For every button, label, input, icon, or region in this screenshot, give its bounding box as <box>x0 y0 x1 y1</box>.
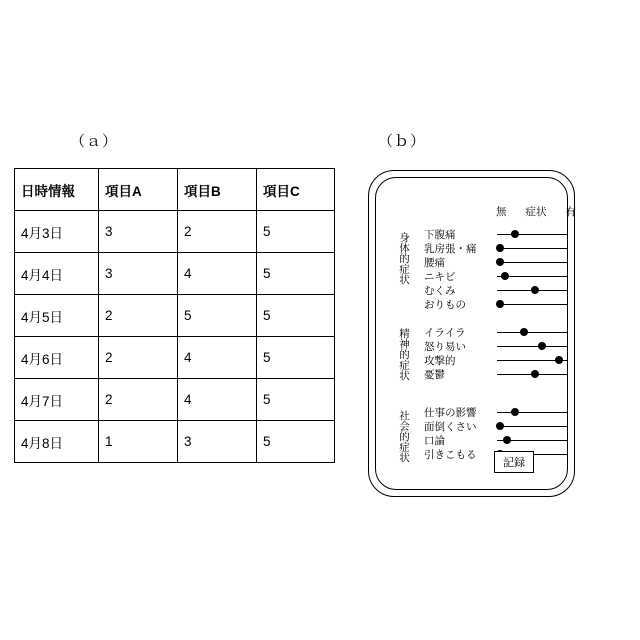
table-cell-date: 4月3日 <box>15 211 99 253</box>
slider-track[interactable] <box>497 412 567 413</box>
slider-track[interactable] <box>497 248 567 249</box>
table-cell-item-a: 3 <box>99 211 178 253</box>
table-header-cell: 項目A <box>99 169 178 211</box>
slider-track[interactable] <box>497 262 567 263</box>
table-cell-date: 4月8日 <box>15 421 99 463</box>
table-header-cell: 項目C <box>257 169 335 211</box>
slider-knob[interactable] <box>531 370 539 378</box>
slider-label: 乳房張・痛 <box>424 243 477 255</box>
table-cell-item-a: 2 <box>99 379 178 421</box>
panel-a-caption: （ａ） <box>70 133 119 150</box>
table-cell-item-a: 2 <box>99 337 178 379</box>
group-label-social: 社会的症状 <box>398 410 410 463</box>
slider-knob[interactable] <box>511 408 519 416</box>
slider-row[interactable] <box>424 242 572 257</box>
table-cell-item-c: 5 <box>257 379 335 421</box>
table-header-cell: 項目B <box>178 169 257 211</box>
slider-knob[interactable] <box>511 230 519 238</box>
table-row <box>15 295 335 337</box>
slider-track[interactable] <box>497 304 567 305</box>
slider-label: 仕事の影響 <box>424 407 477 419</box>
table-cell-item-b: 4 <box>178 253 257 295</box>
slider-knob[interactable] <box>501 272 509 280</box>
panel-b-caption: （ｂ） <box>378 133 427 150</box>
table-header-row <box>15 169 335 211</box>
slider-track[interactable] <box>497 426 567 427</box>
slider-label: おりもの <box>424 299 466 311</box>
table-cell-item-a: 1 <box>99 421 178 463</box>
table-row <box>15 253 335 295</box>
log-table <box>14 168 335 463</box>
slider-label: 攻撃的 <box>424 355 456 367</box>
slider-label: むくみ <box>424 285 456 297</box>
table-cell-item-b: 4 <box>178 337 257 379</box>
slider-label: ニキビ <box>424 271 456 283</box>
table-header-cell: 日時情報 <box>15 169 99 211</box>
slider-knob[interactable] <box>496 258 504 266</box>
slider-knob[interactable] <box>555 356 563 364</box>
slider-row[interactable] <box>424 368 572 383</box>
table-cell-item-c: 5 <box>257 211 335 253</box>
slider-knob[interactable] <box>496 244 504 252</box>
scale-label-none: 無 <box>496 206 507 218</box>
slider-track[interactable] <box>497 332 567 333</box>
group-label-mental: 精神的症状 <box>398 328 410 381</box>
slider-knob[interactable] <box>538 342 546 350</box>
slider-row[interactable] <box>424 420 572 435</box>
table-cell-date: 4月4日 <box>15 253 99 295</box>
table-cell-item-b: 2 <box>178 211 257 253</box>
table-cell-item-a: 2 <box>99 295 178 337</box>
table-cell-item-b: 3 <box>178 421 257 463</box>
scale-label-symptom: 症状 <box>525 206 547 218</box>
record-button[interactable]: 記録 <box>494 451 534 473</box>
table-cell-item-c: 5 <box>257 421 335 463</box>
scale-label-present: 有 <box>565 206 576 218</box>
scale-header <box>496 204 576 219</box>
slider-knob[interactable] <box>520 328 528 336</box>
table-cell-date: 4月6日 <box>15 337 99 379</box>
slider-row[interactable] <box>424 354 572 369</box>
table-row <box>15 211 335 253</box>
slider-track[interactable] <box>497 346 567 347</box>
table-cell-item-c: 5 <box>257 337 335 379</box>
slider-label: 腰痛 <box>424 257 445 269</box>
table-cell-item-c: 5 <box>257 295 335 337</box>
group-label-physical: 身体的症状 <box>398 232 410 285</box>
table-cell-date: 4月7日 <box>15 379 99 421</box>
table-cell-date: 4月5日 <box>15 295 99 337</box>
table-row <box>15 337 335 379</box>
device-screen <box>375 177 576 490</box>
table-row <box>15 421 335 463</box>
slider-knob[interactable] <box>496 422 504 430</box>
table-cell-item-c: 5 <box>257 253 335 295</box>
device-frame <box>368 170 575 497</box>
slider-track[interactable] <box>497 234 567 235</box>
slider-label: 口論 <box>424 435 445 447</box>
table-cell-item-b: 5 <box>178 295 257 337</box>
slider-knob[interactable] <box>531 286 539 294</box>
table-cell-item-a: 3 <box>99 253 178 295</box>
slider-row[interactable] <box>424 298 572 313</box>
table-row <box>15 379 335 421</box>
slider-label: 面倒くさい <box>424 421 477 433</box>
slider-label: 下腹痛 <box>424 229 456 241</box>
slider-label: 憂鬱 <box>424 369 445 381</box>
slider-knob[interactable] <box>496 300 504 308</box>
slider-label: 怒り易い <box>424 341 466 353</box>
slider-label: イライラ <box>424 327 466 339</box>
table-cell-item-b: 4 <box>178 379 257 421</box>
log-table-wrapper <box>14 168 334 463</box>
slider-knob[interactable] <box>503 436 511 444</box>
slider-label: 引きこもる <box>424 449 477 461</box>
